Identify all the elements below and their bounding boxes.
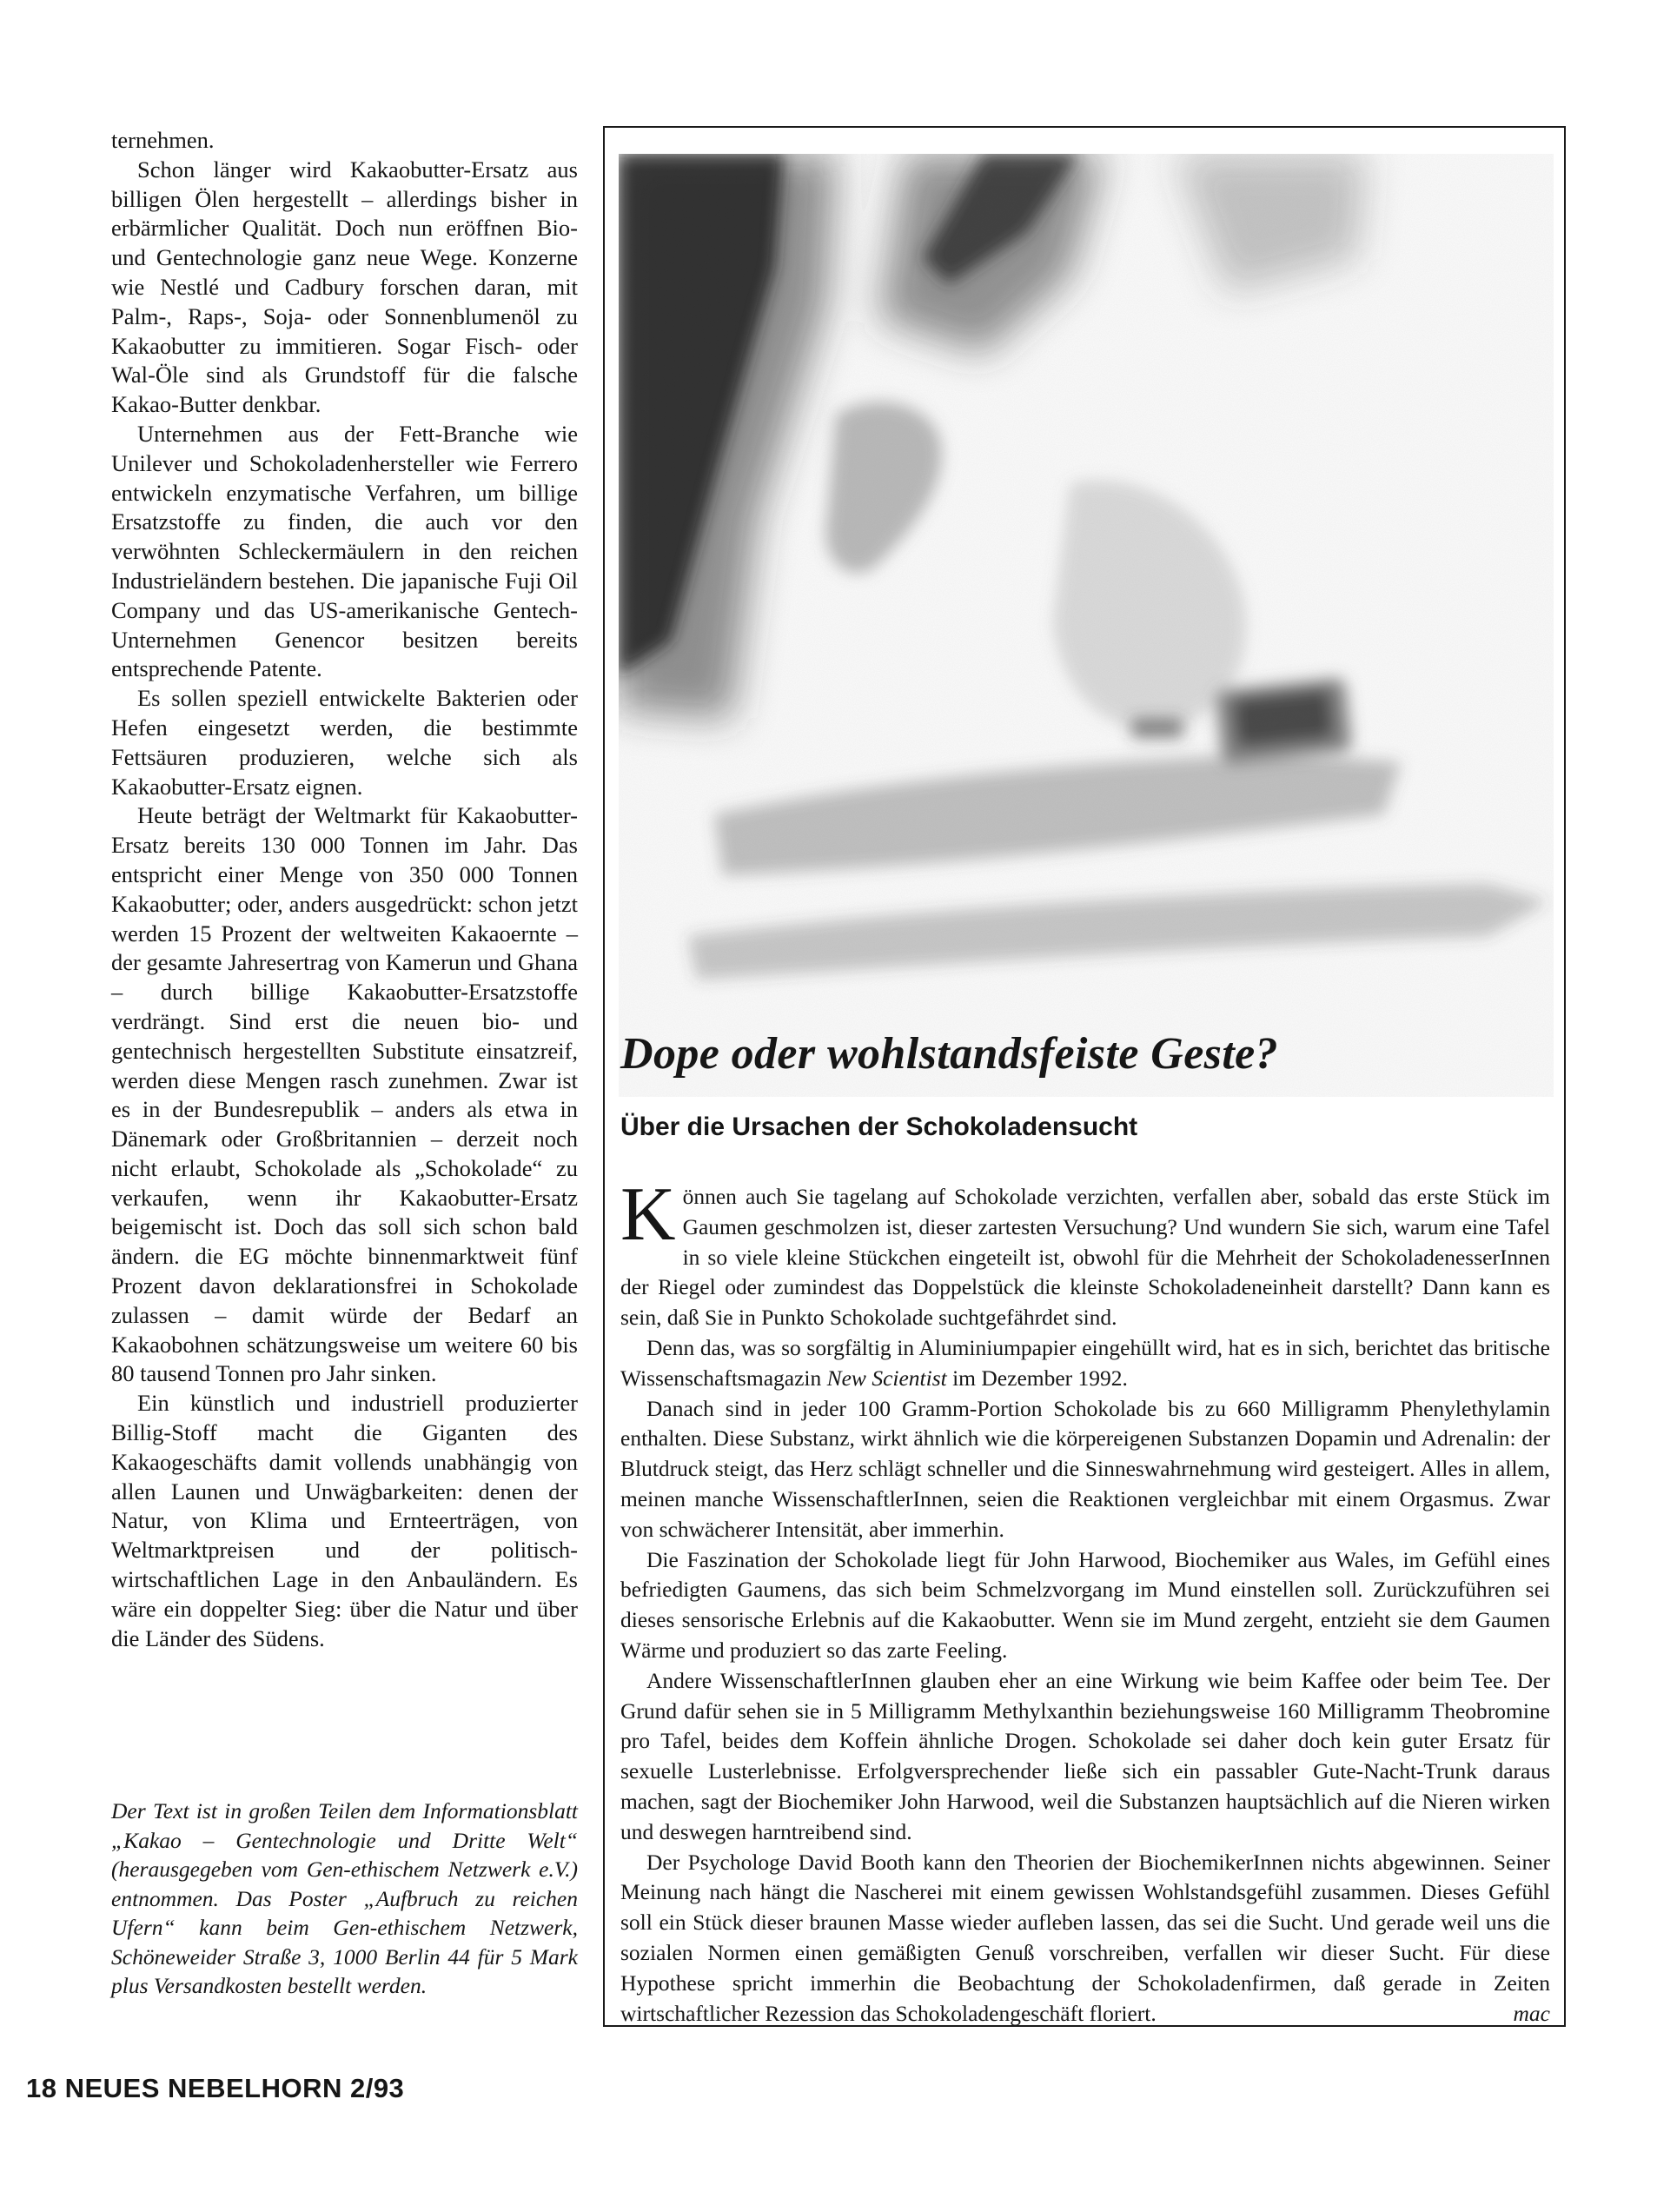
- page-footer: 18 NEUES NEBELHORN 2/93: [26, 2073, 405, 2103]
- article-paragraph: Andere WissenschaftlerInnen glauben eher an eine Wirkung wie beim Kaffee oder beim Tee. Der Grund dafür sehen sie in 5 Milligramm Methylxanthin beziehungsweise 160 Milligramm Theobromine pro Tafel, beides dem Koffein ähnliche Drogen. Schokolade sei daher doch kein guter Ersatz für sexuelle Lusterlebnisse. Erfolgversprechender ließe sich ein passabler Gute-Nacht-Trunk daraus machen, sagt der Biochemiker John Harwood, weil die Substanzen hauptsächlich auf die Nieren wirken und deswegen harntreibend sind.: [620, 1667, 1550, 1844]
- left-paragraph: ternehmen.: [111, 127, 215, 153]
- article-headline: Dope oder wohlstandsfeiste Geste?: [620, 1029, 1279, 1079]
- credit-text: Der Text ist in großen Teilen dem Informationsblatt „Kakao – Gentechnologie und Dritte Welt“ (herausgegeben vom Gen-ethischem Netzwerk e.V.) entnommen. Das Poster „Aufbruch zu reichen Ufern“ kann beim Gen-ethischem Netzwerk, Schöneweider Straße 3, 1000 Berlin 44 für 5 Mark plus Versandkosten bestellt werden.: [111, 1798, 578, 1998]
- left-paragraph: Es sollen speziell entwickelte Bakterien oder Hefen eingesetzt werden, die bestimmte Fettsäuren produzieren, welche sich als Kakaobutter-Ersatz eignen.: [111, 685, 578, 800]
- last-paragraph-text: Der Psychologe David Booth kann den Theorien der BiochemikerInnen nichts abgewinnen. Seiner Meinung nach hängt die Nascherei mit einem gewissen Wohlstandsgefühl zusammen. Dieses Gefühl soll ein Stück dieser braunen Masse wieder aufleben lassen, das sei die Sucht. Und gerade weil uns die sozialen Normen einen gemäßigten Genuß vorschreiben, verfallen wir dieser Sucht. Für diese Hypothese spricht immerhin die Beobachtung der Schokoladenfirmen, daß gerade in Zeiten wirtschaftlicher Rezession das Schokoladengeschäft floriert.: [620, 1849, 1550, 2026]
- p2-text-before: Denn das, was so sorgfältig in Aluminiumpapier eingehüllt wird, hat es in sich, berichtet das britische Wissenschaftsmagazin: [620, 1334, 1550, 1391]
- article-paragraph: Danach sind in jeder 100 Gramm-Portion Schokolade bis zu 660 Milligramm Phenylethylamin enthalten. Diese Substanz, wirkt ähnlich wie die körpereigenen Substanzen Dopamin und Adrenalin: der Blutdruck steigt, das Herz schlägt schneller und die Sinneswahrnehmung wird gesteigert. Alles in allem, meinen manche WissenschaftlerInnen, seien die Reaktionen vergleichbar mit einem Orgasmus. Zwar von schwächerer Intensität, aber immerhin.: [620, 1395, 1550, 1542]
- hand-with-chocolate-photo: [619, 154, 1554, 1097]
- left-paragraph: Unternehmen aus der Fett-Branche wie Unilever und Schokoladenhersteller wie Ferrero entwickeln enzymatische Verfahren, um billige Ersatzstoffe zu finden, die auch vor den verwöhnten Schleckermäulern in den reichen Industrieländern bestehen. Die japanische Fuji Oil Company und das US-amerikanische Gentech-Unternehmen Genencor besitzen bereits entsprechende Patente.: [111, 420, 578, 682]
- magazine-name: New Scientist: [826, 1365, 947, 1391]
- left-paragraph: Heute beträgt der Weltmarkt für Kakaobutter-Ersatz bereits 130 000 Tonnen im Jahr. Das entspricht einer Menge von 350 000 Tonnen Kakaobutter; oder, anders ausgedrückt: schon jetzt werden 15 Prozent der weltweiten Kakaoernte – der gesamte Jahresertrag von Kamerun und Ghana – durch billige Kakaobutter-Ersatzstoffe verdrängt. Sind erst die neuen bio- und gentechnisch hergestellten Substitute einsatzreif, werden diese Mengen rasch zunehmen. Zwar ist es in der Bundesrepublik – anders als etwa in Dänemark oder Großbritannien – derzeit noch nicht erlaubt, Schokolade als „Schokolade“ zu verkaufen, wenn ihr Kakaobutter-Ersatz beigemischt ist. Doch das soll sich schon bald ändern. die EG möchte binnenmarktweit fünf Prozent davon deklarationsfrei in Schokolade zulassen – damit würde der Bedarf an Kakaobohnen schätzungsweise um weitere 60 bis 80 tausend Tonnen pro Jahr sinken.: [111, 802, 578, 1387]
- article-paragraph: Die Faszination der Schokolade liegt für John Harwood, Biochemiker aus Wales, im Gefühl eines befriedigten Gaumens, das sich beim Schmelzvorgang im Mund einstellen soll. Zurückzuführen sei dieses sensorische Erlebnis auf die Kakaobutter. Wenn sie im Mund zergeht, entzieht sie dem Gaumen Wärme und produziert so das zarte Feeling.: [620, 1546, 1550, 1663]
- left-paragraph: Ein künstlich und industriell produzierter Billig-Stoff macht die Giganten des Kakaogeschäfts damit vollends unabhängig von allen Launen und Unwägbarkeiten: denen der Natur, von Klima und Ernteerträgen, von Weltmarktpreisen und der politisch-wirtschaftlichen Lage in den Anbauländern. Es wäre ein doppelter Sieg: über die Natur und über die Länder des Südens.: [111, 1390, 578, 1651]
- left-column-text: [111, 126, 578, 1653]
- lead-text: önnen auch Sie tagelang auf Schokolade verzichten, verfallen aber, sobald das erste Stück im Gaumen geschmolzen ist, dieser zartesten Versuchung? Und wundern Sie sich, warum eine Tafel in so viele kleine Stückchen eingeteilt ist, obwohl für die Mehrheit der SchokoladenesserInnen der Riegel oder zumindest das Doppelstück die kleinste Schokoladeneinheit darstellt? Dann kann es sein, daß Sie in Punkto Schokolade suchtgefährdet sind.: [620, 1184, 1550, 1331]
- p2-text-after: im Dezember 1992.: [946, 1365, 1128, 1391]
- article-paragraph: [620, 1848, 1550, 2029]
- article-photo: [619, 154, 1554, 1097]
- article-paragraph: [620, 1333, 1550, 1394]
- left-paragraph: Schon länger wird Kakaobutter-Ersatz aus billigen Ölen hergestellt – allerdings bisher in erbärmlicher Qualität. Doch nun eröffnen Bio- und Gentechnologie ganz neue Wege. Konzerne wie Nestlé und Cadbury forschen daran, mit Palm-, Raps-, Soja- oder Sonnenblumenöl zu Kakaobutter zu immitieren. Sogar Fisch- oder Wal-Öle sind als Grundstoff für die falsche Kakao-Butter denkbar.: [111, 156, 578, 418]
- lead-paragraph: [620, 1172, 1550, 1333]
- article-body: [620, 1172, 1550, 2029]
- article-subheadline: Über die Ursachen der Schokoladensucht: [620, 1113, 1138, 1141]
- drop-cap: K: [620, 1172, 676, 1257]
- article-box: [603, 126, 1566, 2027]
- source-credit-note: [111, 1797, 578, 2001]
- author-signature: mac: [1513, 2000, 1550, 2026]
